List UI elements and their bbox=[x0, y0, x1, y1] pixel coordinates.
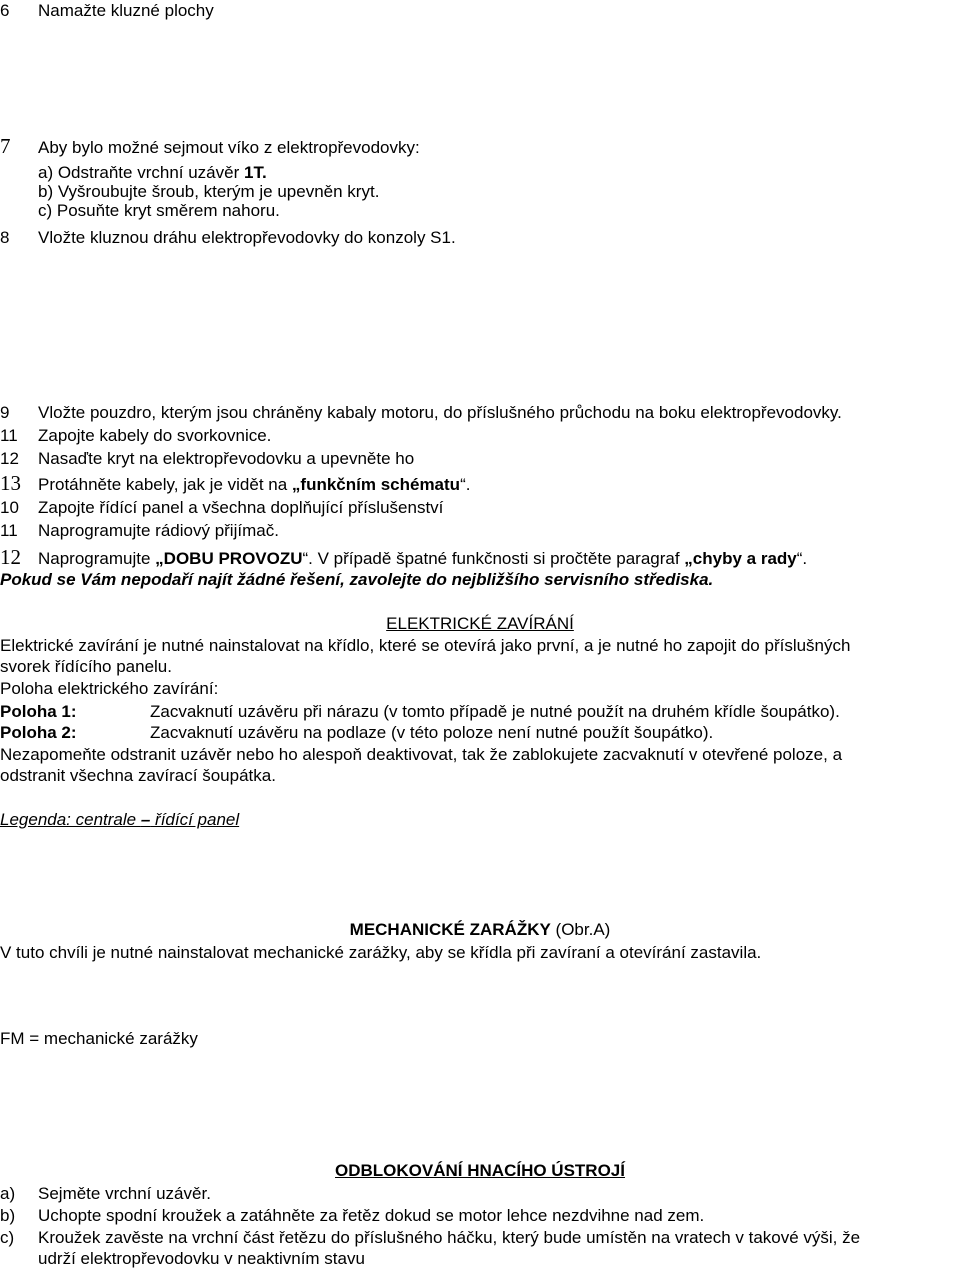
step-10 bbox=[0, 498, 443, 518]
substep-text: a) Odstraňte vrchní uzávěr bbox=[38, 163, 244, 182]
step-number: 11 bbox=[0, 521, 18, 540]
poloha-text: Zacvaknutí uzávěru při nárazu (v tomto případě je nutné použít na druhém křídle šoupátko). bbox=[150, 702, 840, 721]
poloha-label: Poloha 2: bbox=[0, 723, 77, 742]
heading-rest: (Obr.A) bbox=[550, 920, 611, 939]
step-8 bbox=[0, 228, 456, 248]
release-step-c-continuation: udrží elektropřevodovku v neaktivním stavu bbox=[38, 1249, 365, 1268]
legend-text-end: řídící panel bbox=[150, 810, 240, 829]
paragraph-line: V tuto chvíli je nutné nainstalovat mechanické zarážky, aby se křídla při zavíraní a otevírání zastavila. bbox=[0, 943, 762, 962]
item-text: Sejměte vrchní uzávěr. bbox=[38, 1184, 211, 1203]
poloha-2 bbox=[0, 723, 713, 743]
step-11-first bbox=[0, 426, 271, 446]
step-number: 11 bbox=[0, 426, 18, 445]
legend-line bbox=[0, 810, 239, 830]
fm-legend: FM = mechanické zarážky bbox=[0, 1029, 198, 1048]
release-step-a bbox=[0, 1184, 211, 1204]
step-6 bbox=[0, 1, 214, 21]
paragraph-line: Nezapomeňte odstranit uzávěr nebo ho alespoň deaktivovat, tak že zablokujete zacvaknutí v otevřené poloze, a bbox=[0, 745, 843, 764]
step-text: Vložte kluznou dráhu elektropřevodovky do konzoly S1. bbox=[38, 228, 456, 247]
legend-text: Legenda: centrale bbox=[0, 810, 141, 829]
step-number: 12 bbox=[0, 449, 19, 468]
step-number: 12 bbox=[0, 545, 21, 569]
step-text: Nasaďte kryt na elektropřevodovku a upevněte ho bbox=[38, 449, 415, 468]
step-text: Vložte pouzdro, kterým jsou chráněny kabaly motoru, do příslušného průchodu na boku elektropřevodovky. bbox=[38, 403, 842, 422]
release-step-b bbox=[0, 1206, 704, 1226]
paragraph-line: odstranit všechna zavírací šoupátka. bbox=[0, 766, 276, 785]
step-13 bbox=[0, 473, 470, 495]
step-text: Namažte kluzné plochy bbox=[38, 1, 214, 20]
step-text: Aby bylo možné sejmout víko z elektropřevodovky: bbox=[38, 138, 420, 157]
item-label: c) bbox=[0, 1228, 15, 1247]
item-text: Uchopte spodní kroužek a zatáhněte za řetěz dokud se motor lehce nezdvihne nad zem. bbox=[38, 1206, 705, 1225]
step-12-second bbox=[0, 547, 807, 569]
item-text: Kroužek zavěste na vrchní část řetězu do příslušného háčku, který bude umístěn na vratech v takové výši, že bbox=[38, 1228, 861, 1247]
step-7-substep-c: c) Posuňte kryt směrem nahoru. bbox=[38, 201, 280, 220]
section-heading-release: ODBLOKOVÁNÍ HNACÍHO ÚSTROJÍ bbox=[335, 1161, 625, 1180]
step-7-substep-a bbox=[38, 163, 267, 183]
step-text: Zapojte řídící panel a všechna doplňující příslušenství bbox=[38, 498, 444, 517]
paragraph-line: svorek řídícího panelu. bbox=[0, 657, 172, 676]
step-text-bold: „funkčním schématu bbox=[291, 475, 461, 494]
poloha-text: Zacvaknutí uzávěru na podlaze (v této poloze není nutné použít šoupátko). bbox=[150, 723, 714, 742]
item-label: a) bbox=[0, 1184, 16, 1203]
step-text: Protáhněte kabely, jak je vidět na bbox=[38, 475, 292, 494]
substep-bold: 1T. bbox=[243, 163, 267, 182]
poloha-1 bbox=[0, 702, 840, 722]
step-9 bbox=[0, 403, 842, 423]
legend-dash: – bbox=[140, 810, 151, 829]
step-text-bold-2: „chyby a rady bbox=[684, 549, 797, 568]
step-text: Naprogramujte rádiový přijímač. bbox=[38, 521, 279, 540]
step-number: 7 bbox=[0, 134, 11, 158]
paragraph-line: Elektrické zavírání je nutné nainstalovat na křídlo, které se otevírá jako první, a je nutné ho zapojit do příslušných bbox=[0, 636, 851, 655]
section-heading-mechanical-stops bbox=[0, 920, 960, 940]
step-11-second bbox=[0, 521, 279, 541]
heading-bold: MECHANICKÉ ZARÁŽKY bbox=[349, 920, 551, 939]
step-12-first bbox=[0, 449, 414, 469]
step-number: 8 bbox=[0, 228, 10, 247]
section-heading-electric-lock: ELEKTRICKÉ ZAVÍRÁNÍ bbox=[386, 614, 574, 633]
step-7 bbox=[0, 136, 420, 158]
step-number: 13 bbox=[0, 471, 21, 495]
warning-note: Pokud se Vám nepodaří najít žádné řešení, zavolejte do nejbližšího servisního střediska. bbox=[0, 570, 714, 589]
step-7-substep-b: b) Vyšroubujte šroub, kterým je upevněn kryt. bbox=[38, 182, 380, 201]
step-text-middle: “. V případě špatné funkčnosti si pročtěte paragraf bbox=[302, 549, 685, 568]
step-number: 6 bbox=[0, 1, 10, 20]
poloha-label: Poloha 1: bbox=[0, 702, 77, 721]
release-step-c bbox=[0, 1228, 860, 1248]
step-number: 9 bbox=[0, 403, 10, 422]
poloha-title: Poloha elektrického zavírání: bbox=[0, 679, 219, 698]
step-text: Zapojte kabely do svorkovnice. bbox=[38, 426, 272, 445]
step-text-end: “. bbox=[796, 549, 808, 568]
item-label: b) bbox=[0, 1206, 16, 1225]
step-text: Naprogramujte bbox=[38, 549, 156, 568]
step-text-end: “. bbox=[460, 475, 471, 494]
step-text-bold: „DOBU PROVOZU bbox=[155, 549, 303, 568]
step-number: 10 bbox=[0, 498, 19, 517]
